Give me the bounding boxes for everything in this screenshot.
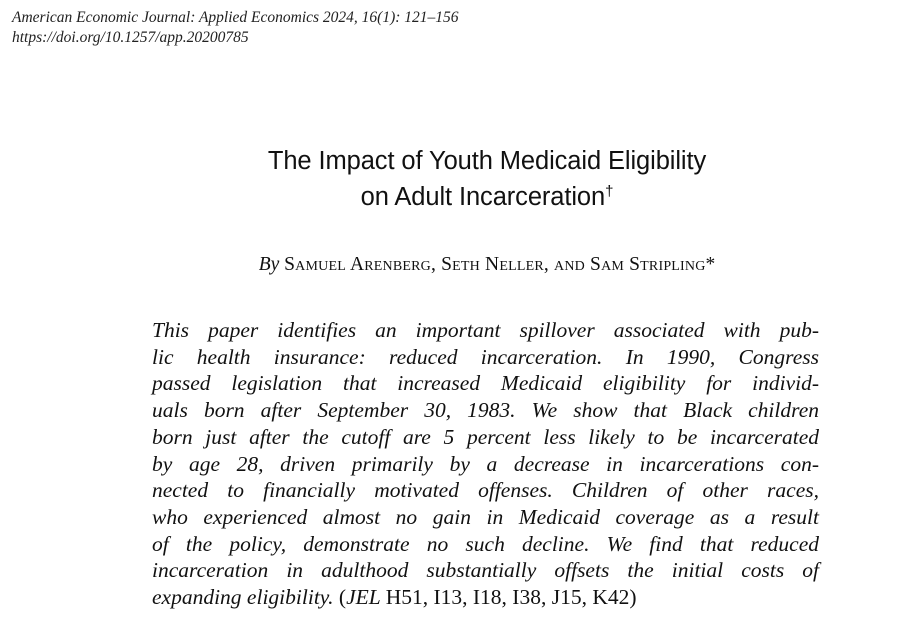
abstract-line: passed legislation that increased Medicaid eligibility for individ- [152,371,819,396]
paper-title [0,143,906,215]
title-line-1: The Impact of Youth Medicaid Eligibility [267,147,707,175]
jel-open-paren: ( [338,585,347,610]
abstract-line: This paper identifies an important spillover associated with pub- [152,318,819,342]
abstract-line: of the policy, demonstrate no such decline. We find that reduced [152,531,819,556]
abstract-line: incarceration in adulthood substantially offsets the initial costs of [152,558,819,583]
abstract-last-line [152,584,819,611]
jel-label: JEL [346,585,381,610]
abstract-line: born just after the cutoff are 5 percent less likely to be incarcerated [152,424,819,449]
author-footnote-mark[interactable]: * [705,254,716,275]
author-names: Samuel Arenberg, Seth Neller, and Sam Stripling [284,254,706,275]
title-line-2 [0,179,906,215]
abstract-line: nected to financially motivated offenses. Children of other races, [152,478,819,503]
journal-header [12,8,459,48]
abstract-line: who experienced almost no gain in Medicaid coverage as a result [152,504,819,529]
byline-by: By [258,254,280,275]
author-byline [0,252,906,278]
abstract-line: uals born after September 30, 1983. We show that Black children [152,398,819,423]
abstract-line: lic health insurance: reduced incarceration. In 1990, Congress [152,344,819,369]
title-footnote-mark[interactable]: † [605,183,614,200]
title-line-2-text: on Adult Incarceration [360,183,606,211]
doi-link[interactable]: https://doi.org/10.1257/app.20200785 [12,29,249,46]
abstract-last-text: expanding eligibility. [152,585,334,610]
abstract-line: by age 28, driven primarily by a decrease in incarcerations con- [152,451,819,476]
journal-citation: American Economic Journal: Applied Economics 2024, 16(1): 121–156 [12,9,459,26]
abstract [152,317,819,611]
jel-codes: H51, I13, I18, I38, J15, K42) [385,585,637,610]
